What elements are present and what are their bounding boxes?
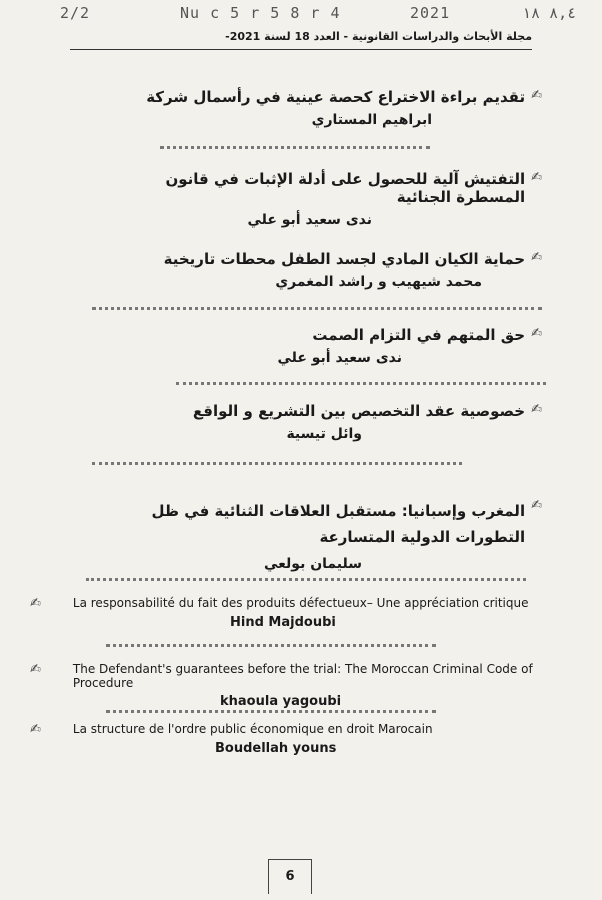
handwritten-note-left: 2/2 [60,4,91,22]
handwritten-note-right: ٨,٤ ١٨ [522,4,577,22]
separator [160,146,430,149]
toc-entry [30,596,570,630]
entry-title: تقديم براءة الاختراع كحصة عينية في رأسمال شركة [146,88,526,106]
separator [106,644,436,647]
pen-icon: ✍ [30,722,41,737]
separator [176,382,546,385]
pen-icon: ✍ [30,662,41,677]
separator [106,710,436,713]
handwritten-note-year: 2021 [410,4,451,22]
toc-entry [102,88,542,128]
toc-entry [102,170,542,228]
toc-entry [30,662,575,709]
toc-entry [30,722,570,756]
separator [92,307,542,310]
entry-title: حق المتهم في التزام الصمت [312,326,526,344]
pen-icon: ✍ [531,250,542,265]
pen-icon: ✍ [531,88,542,103]
toc-entry [102,326,542,366]
separator [92,462,462,465]
pen-icon: ✍ [531,326,542,341]
entry-title: La structure de l'ordre public économique en droit Marocain [72,722,433,736]
pen-icon: ✍ [531,498,542,513]
entry-author: ندى سعيد أبو علي [277,350,402,366]
entry-author: ابراهيم المستاري [311,112,432,128]
pen-icon: ✍ [30,596,41,611]
toc-entry [102,402,542,442]
separator [86,578,526,581]
entry-title: La responsabilité du fait des produits défectueux– Une appréciation critique [72,596,529,610]
pen-icon: ✍ [531,402,542,417]
entry-title: التفتيش آلية للحصول على أدلة الإثبات في قانون المسطرة الجنائية [165,170,526,206]
entry-author: وائل تيسية [286,426,362,442]
header-rule [70,49,532,50]
entry-title: The Defendant's guarantees before the trial: The Moroccan Criminal Code of Procedure [72,662,533,690]
entry-title: المغرب وإسبانيا: مستقبل العلاقات الثنائية في ظل التطورات الدولية المتسارعة [151,502,526,546]
entry-author: khaoula yagoubi [220,694,342,709]
handwritten-note-center: Nu c 5 r 5 8 r 4 [180,4,341,22]
journal-header: مجلة الأبحاث والدراسات القانونية - العدد 18 لسنة 2021- [225,30,532,43]
entry-title: خصوصية عقد التخصيص بين التشريع و الواقع [192,402,526,420]
toc-entry [102,250,542,290]
entry-author: ندى سعيد أبو علي [247,212,372,228]
pen-icon: ✍ [531,170,542,185]
toc-entry [82,498,542,572]
entry-author: سليمان بولعي [263,556,362,572]
entry-title: حماية الكيان المادي لجسد الطفل محطات تاريخية [163,250,526,268]
entry-author: محمد شيهيب و راشد المغمري [275,274,482,290]
entry-author: Hind Majdoubi [230,615,336,630]
entry-author: Boudellah youns [215,741,337,756]
page-number: 6 [268,859,312,894]
